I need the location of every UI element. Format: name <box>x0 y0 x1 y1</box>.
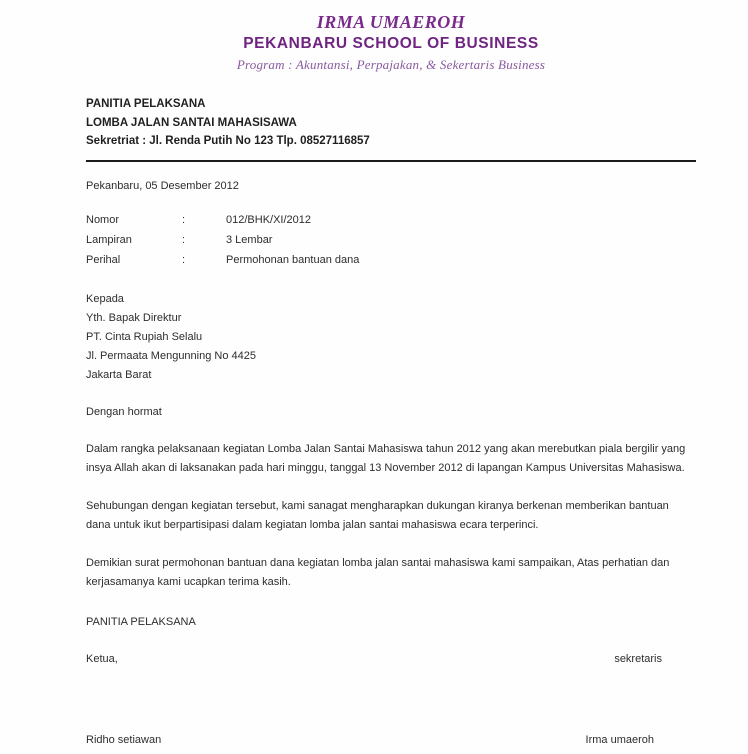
reference-table <box>86 212 359 272</box>
letterhead-name: IRMA UMAEROH <box>316 12 466 32</box>
letterhead <box>86 12 696 73</box>
ref-colon-lampiran: : <box>182 233 186 246</box>
ref-value-nomor: 012/BHK/XI/2012 <box>226 213 312 226</box>
ref-label-perihal: Perihal <box>86 254 121 267</box>
signer-role-left: Ketua, <box>86 652 118 665</box>
committee-block <box>86 95 696 151</box>
recipient-line-2: Yth. Bapak Direktur <box>86 312 182 325</box>
letter-body <box>86 178 696 749</box>
committee-line-1: PANITIA PELAKSANA <box>86 98 206 110</box>
committee-line-2: LOMBA JALAN SANTAI MAHASISAWA <box>86 116 297 129</box>
letterhead-school: PEKANBARU SCHOOL OF BUSINESS <box>243 35 539 52</box>
letterhead-program: Program : Akuntansi, Perpajakan, & Sekertaris Business <box>236 57 546 72</box>
paragraph-2: Sehubungan dengan kegiatan tersebut, kami sanagat mengharapkan dukungan kiranya berkenan memberikan bantuan dana untuk ikut berpartisipasi dalam kegiatan lomba jalan santai mahasiswa ecara terperinci. <box>86 500 669 532</box>
recipient-line-1: Kepada <box>86 293 124 306</box>
committee-line-3: Sekretriat : Jl. Renda Putih No 123 Tlp. 08527116857 <box>86 135 370 148</box>
salutation: Dengan hormat <box>86 406 162 419</box>
ref-value-lampiran: 3 Lembar <box>226 233 273 246</box>
ref-colon-nomor: : <box>182 213 186 226</box>
paragraph-1: Dalam rangka pelaksanaan kegiatan Lomba Jalan Santai Mahasiswa tahun 2012 yang akan merebutkan piala bergilir yang insya Allah akan di laksanakan pada hari minggu, tanggal 13 November 2012 di lapangan Kampus Universitas Mahasiswa. <box>86 443 686 475</box>
header-divider <box>86 160 696 162</box>
closing-title: PANITIA PELAKSANA <box>86 615 196 628</box>
signer-name-right: Irma umaeroh <box>585 733 654 746</box>
ref-label-lampiran: Lampiran <box>86 233 132 246</box>
signature-roles <box>86 651 696 668</box>
ref-value-perihal: Permohonan bantuan dana <box>226 254 360 267</box>
recipient-line-3: PT. Cinta Rupiah Selalu <box>86 331 203 344</box>
signer-role-right: sekretaris <box>614 652 662 665</box>
table-row <box>86 252 359 272</box>
paragraph-3: Demikian surat permohonan bantuan dana kegiatan lomba jalan santai mahasiswa kami sampaikan, Atas perhatian dan kerjasamanya kami ucapkan terima kasih. <box>86 556 670 588</box>
place-and-date: Pekanbaru, 05 Desember 2012 <box>86 179 239 192</box>
recipient-line-5: Jakarta Barat <box>86 369 152 382</box>
table-row <box>86 232 359 252</box>
signer-name-left: Ridho setiawan <box>86 733 162 746</box>
signature-names <box>86 732 696 749</box>
table-row <box>86 212 359 232</box>
recipient-line-4: Jl. Permaata Mengunning No 4425 <box>86 350 256 363</box>
recipient-block <box>86 291 696 384</box>
ref-colon-perihal: : <box>182 254 186 267</box>
ref-label-nomor: Nomor <box>86 213 120 226</box>
